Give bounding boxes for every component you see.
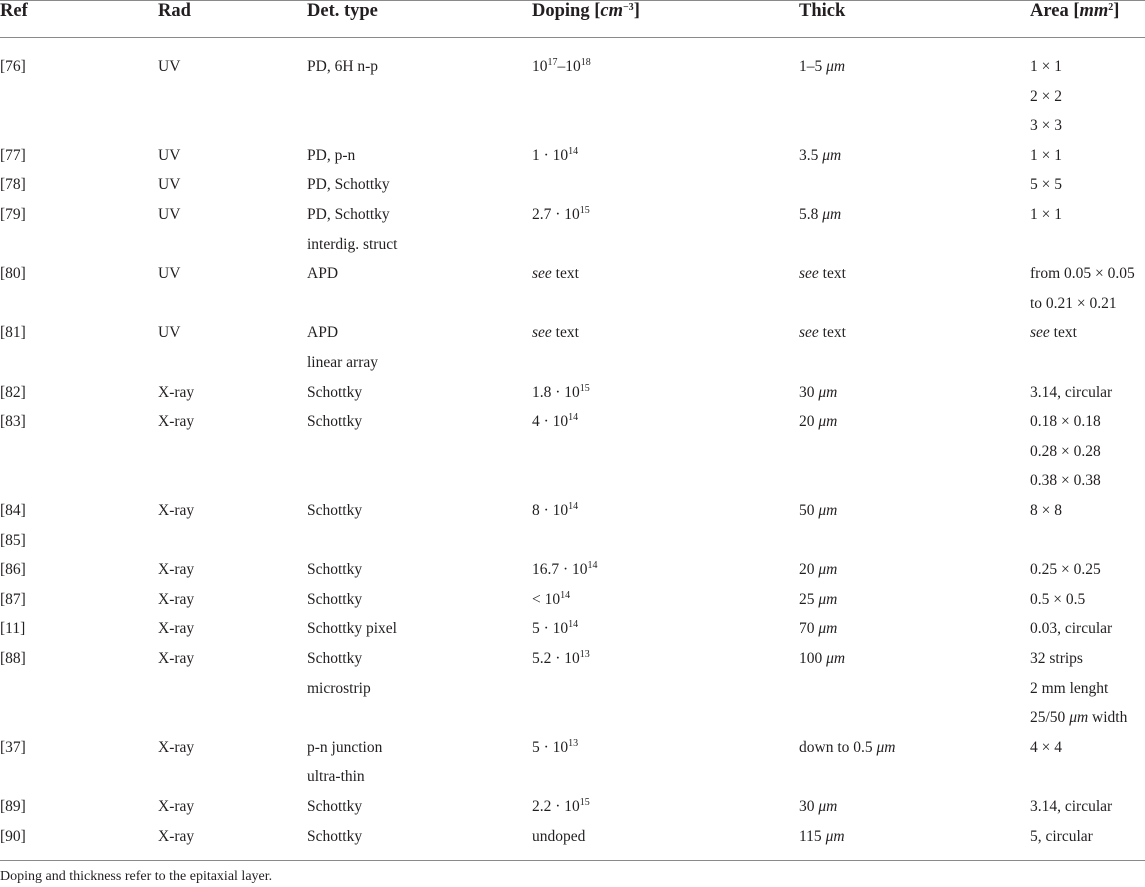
det-type-cell: APD — [307, 265, 339, 282]
area-cell: 25/50 μm width — [1030, 709, 1128, 726]
rad-cell: X-ray — [158, 650, 195, 667]
thick-cell: 20 μm — [799, 561, 838, 578]
thick-cell: 30 μm — [799, 798, 838, 815]
area-cell: 32 strips — [1030, 650, 1083, 667]
area-cell: 3.14, circular — [1030, 384, 1113, 401]
rad-cell: UV — [158, 58, 181, 75]
thick-cell: 25 μm — [799, 591, 838, 608]
det-type-cell: PD, 6H n-p — [307, 58, 379, 75]
area-cell: 0.38 × 0.38 — [1030, 472, 1101, 489]
ref-cell: [37] — [0, 739, 26, 756]
header-thick: Thick — [799, 1, 846, 21]
det-type-cell: Schottky — [307, 798, 363, 815]
area-cell: from 0.05 × 0.05 — [1030, 265, 1135, 282]
rad-cell: X-ray — [158, 413, 195, 430]
ref-cell: [88] — [0, 650, 26, 667]
ref-cell: [84] — [0, 502, 26, 519]
area-cell: 1 × 1 — [1030, 58, 1062, 75]
area-cell: 0.28 × 0.28 — [1030, 443, 1101, 460]
ref-cell: [86] — [0, 561, 26, 578]
doping-cell: $8 \cdot 10^{14}$ — [532, 501, 579, 519]
ref-cell: [80] — [0, 265, 26, 282]
doping-cell: $5.2 \cdot 10^{13}$ — [532, 649, 590, 667]
rad-cell: X-ray — [158, 739, 195, 756]
det-type-cell: interdig. struct — [307, 236, 398, 253]
ref-cell: [81] — [0, 324, 26, 341]
doping-cell: $16.7 \cdot 10^{14}$ — [532, 560, 598, 578]
rad-cell: UV — [158, 324, 181, 341]
rad-cell: X-ray — [158, 828, 195, 845]
doping-cell: see text — [532, 324, 579, 341]
area-cell: 0.18 × 0.18 — [1030, 413, 1101, 430]
det-type-cell: Schottky — [307, 561, 363, 578]
rad-cell: UV — [158, 265, 181, 282]
doping-cell: $2.2 \cdot 10^{15}$ — [532, 797, 590, 815]
det-type-cell: Schottky pixel — [307, 620, 397, 637]
det-type-cell: Schottky — [307, 591, 363, 608]
ref-cell: [87] — [0, 591, 26, 608]
ref-cell: [89] — [0, 798, 26, 815]
table-bottom-rule — [0, 860, 1145, 861]
det-type-cell: Schottky — [307, 413, 363, 430]
thick-cell: 100 μm — [799, 650, 846, 667]
det-type-cell: p-n junction — [307, 739, 383, 756]
area-cell: 5, circular — [1030, 828, 1093, 845]
ref-cell: [82] — [0, 384, 26, 401]
det-type-cell: Schottky — [307, 384, 363, 401]
rad-cell: X-ray — [158, 561, 195, 578]
det-type-cell: Schottky — [307, 650, 363, 667]
det-type-cell: PD, Schottky — [307, 206, 390, 223]
det-type-cell: microstrip — [307, 680, 371, 697]
area-cell: 1 × 1 — [1030, 206, 1062, 223]
det-type-cell: PD, Schottky — [307, 176, 390, 193]
header-ref: Ref — [0, 1, 28, 21]
rad-cell: X-ray — [158, 798, 195, 815]
area-cell: 0.25 × 0.25 — [1030, 561, 1101, 578]
thick-cell: 50 μm — [799, 502, 838, 519]
thick-cell: 115 μm — [799, 828, 845, 845]
area-cell: 1 × 1 — [1030, 147, 1062, 164]
thick-cell: 3.5 μm — [799, 147, 842, 164]
table-footnote: Doping and thickness refer to the epitaxial layer. — [0, 869, 273, 884]
thick-cell: see text — [799, 265, 846, 282]
doping-cell: undoped — [532, 828, 586, 845]
area-cell: see text — [1030, 324, 1077, 341]
area-cell: 3 × 3 — [1030, 117, 1062, 134]
area-cell: 3.14, circular — [1030, 798, 1113, 815]
header-area: Area $[mm^2]$ — [1030, 1, 1120, 21]
ref-cell: [83] — [0, 413, 26, 430]
header-det-type: Det. type — [307, 1, 378, 21]
rad-cell: X-ray — [158, 620, 195, 637]
det-type-cell: APD — [307, 324, 339, 341]
area-cell: 0.5 × 0.5 — [1030, 591, 1086, 608]
doping-cell: $4 \cdot 10^{14}$ — [532, 412, 579, 430]
ref-cell: [78] — [0, 176, 26, 193]
rad-cell: X-ray — [158, 591, 195, 608]
doping-cell: $1.8 \cdot 10^{15}$ — [532, 383, 590, 401]
det-type-cell: ultra-thin — [307, 768, 365, 785]
thick-cell: 70 μm — [799, 620, 838, 637]
det-type-cell: PD, p-n — [307, 147, 356, 164]
thick-cell: down to 0.5 μm — [799, 739, 896, 756]
header-doping: Doping $[cm^{-3}]$ — [532, 1, 640, 21]
det-type-cell: Schottky — [307, 828, 363, 845]
ref-cell: [77] — [0, 147, 26, 164]
rad-cell: UV — [158, 206, 181, 223]
rad-cell: UV — [158, 176, 181, 193]
doping-cell: < $10^{14}$ — [532, 590, 571, 608]
doping-cell: $10^{17}-10^{18}$ — [532, 57, 591, 75]
area-cell: 2 × 2 — [1030, 88, 1062, 105]
doping-cell: $1 \cdot 10^{14}$ — [532, 146, 579, 164]
header-rule — [0, 37, 1145, 38]
doping-cell: see text — [532, 265, 579, 282]
thick-cell: see text — [799, 324, 846, 341]
area-cell: 4 × 4 — [1030, 739, 1062, 756]
ref-cell: [85] — [0, 532, 26, 549]
doping-cell: $5 \cdot 10^{14}$ — [532, 619, 579, 637]
area-cell: to 0.21 × 0.21 — [1030, 295, 1117, 312]
rad-cell: X-ray — [158, 502, 195, 519]
det-type-cell: linear array — [307, 354, 378, 371]
area-cell: 2 mm lenght — [1030, 680, 1109, 697]
thick-cell: 1–5 μm — [799, 58, 846, 75]
doping-cell: $5 \cdot 10^{13}$ — [532, 738, 579, 756]
thick-cell: 5.8 μm — [799, 206, 842, 223]
det-type-cell: Schottky — [307, 502, 363, 519]
doping-cell: $2.7 \cdot 10^{15}$ — [532, 205, 590, 223]
ref-cell: [79] — [0, 206, 26, 223]
ref-cell: [76] — [0, 58, 26, 75]
ref-cell: [90] — [0, 828, 26, 845]
rad-cell: X-ray — [158, 384, 195, 401]
rad-cell: UV — [158, 147, 181, 164]
area-cell: 0.03, circular — [1030, 620, 1113, 637]
thick-cell: 20 μm — [799, 413, 838, 430]
area-cell: 5 × 5 — [1030, 176, 1062, 193]
area-cell: 8 × 8 — [1030, 502, 1062, 519]
header-rad: Rad — [158, 1, 191, 21]
ref-cell: [11] — [0, 620, 26, 637]
thick-cell: 30 μm — [799, 384, 838, 401]
